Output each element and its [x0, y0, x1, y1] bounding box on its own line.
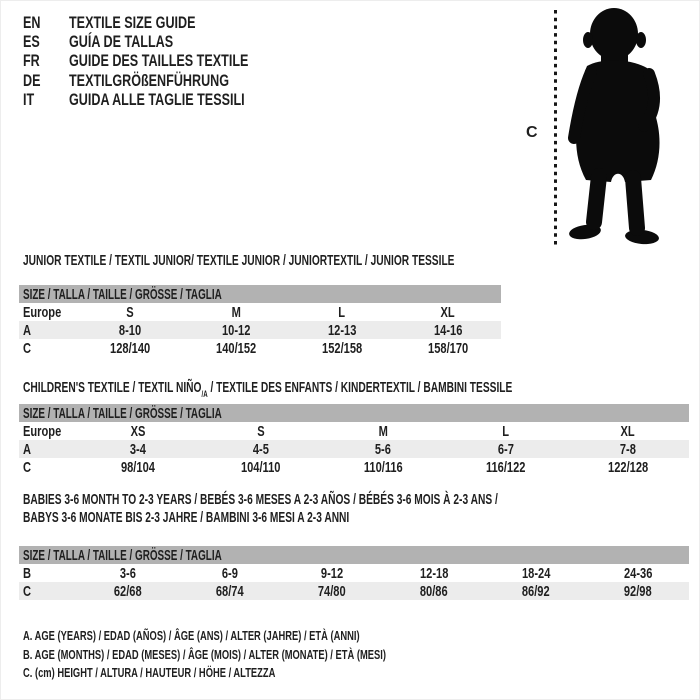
toddler-silhouette [563, 8, 685, 248]
size-header-row: SIZE / TALLA / TAILLE / GRÖSSE / TAGLIA [19, 546, 689, 564]
babies-size-table [19, 546, 689, 600]
footnotes [23, 626, 527, 682]
table-row-age-years: A 3-4 4-5 5-6 6-7 7-8 [19, 440, 689, 458]
language-title: TEXTILGRÖßENFÜHRUNG [69, 70, 230, 90]
language-row-fr [23, 52, 311, 71]
language-list [23, 13, 311, 110]
table-row-height: C 128/140 140/152 152/158 158/170 [23, 339, 469, 357]
babies-section-title-line1: BABIES 3-6 MONTH TO 2-3 YEARS / BEBÉS 3-6 MESES A 2-3 AÑOS / BÉBÉS 3-6 MOIS À 2-3 ANS / [23, 491, 498, 508]
height-measure-letter: C [526, 124, 538, 141]
table-row-age-months: B 3-6 6-9 9-12 12-18 18-24 24-36 [23, 564, 653, 582]
table-row-europe: Europe S M L XL [23, 303, 456, 321]
childrens-section-title: CHILDREN'S TEXTILE / TEXTIL $NIÑO_{/A}$ / TEXTILE DES ENFANTS / KINDERTEXTIL / BAMBINI TESSILE [23, 379, 513, 399]
junior-size-table [19, 285, 501, 357]
language-title: GUIDA ALLE TAGLIE TESSILI [69, 90, 245, 110]
childrens-size-table [19, 404, 689, 476]
table-row-height: C 62/68 68/74 74/80 80/86 86/92 92/98 [19, 582, 689, 600]
language-title: GUÍA DE TALLAS [69, 32, 174, 52]
language-row-es [23, 32, 311, 51]
babies-section-title-line2: BABYS 3-6 MONATE BIS 2-3 JAHRE / BAMBINI 3-6 MESI A 2-3 ANNI [23, 509, 350, 526]
footnote-height: C. (cm) HEIGHT / ALTURA / HAUTEUR / HÖHE / ALTEZZA [23, 665, 276, 681]
language-code: DE [23, 70, 41, 90]
language-code: IT [23, 90, 35, 110]
table-row-age-years: A 8-10 10-12 12-13 14-16 [19, 321, 501, 339]
title-subscript: /A [201, 389, 208, 399]
language-code: FR [23, 51, 40, 71]
language-row-de [23, 71, 311, 90]
size-header-row: SIZE / TALLA / TAILLE / GRÖSSE / TAGLIA [19, 404, 689, 422]
table-row-height: C 98/104 104/110 110/116 116/122 122/128 [23, 458, 648, 476]
junior-section-title: JUNIOR TEXTILE / TEXTIL JUNIOR/ TEXTILE JUNIOR / JUNIORTEXTIL / JUNIOR TESSILE [23, 252, 455, 269]
footnote-age-years: A. AGE (YEARS) / EDAD (AÑOS) / ÂGE (ANS) / ALTER (JAHRE) / ETÀ (ANNI) [23, 627, 360, 643]
height-measure-label [526, 124, 538, 142]
table-row-europe: Europe XS S M L XL [23, 422, 635, 440]
language-row-it [23, 91, 311, 110]
measure-dashed-line [553, 10, 558, 246]
language-code: ES [23, 32, 40, 52]
language-title: TEXTILE SIZE GUIDE [69, 12, 196, 32]
size-header-row: SIZE / TALLA / TAILLE / GRÖSSE / TAGLIA [19, 285, 501, 303]
footnote-age-months: B. AGE (MONTHS) / EDAD (MESES) / ÂGE (MOIS) / ALTER (MONATE) / ETÀ (MESI) [23, 646, 386, 662]
language-row-en [23, 13, 311, 32]
language-title: GUIDE DES TAILLES TEXTILE [69, 51, 249, 71]
language-code: EN [23, 12, 41, 32]
